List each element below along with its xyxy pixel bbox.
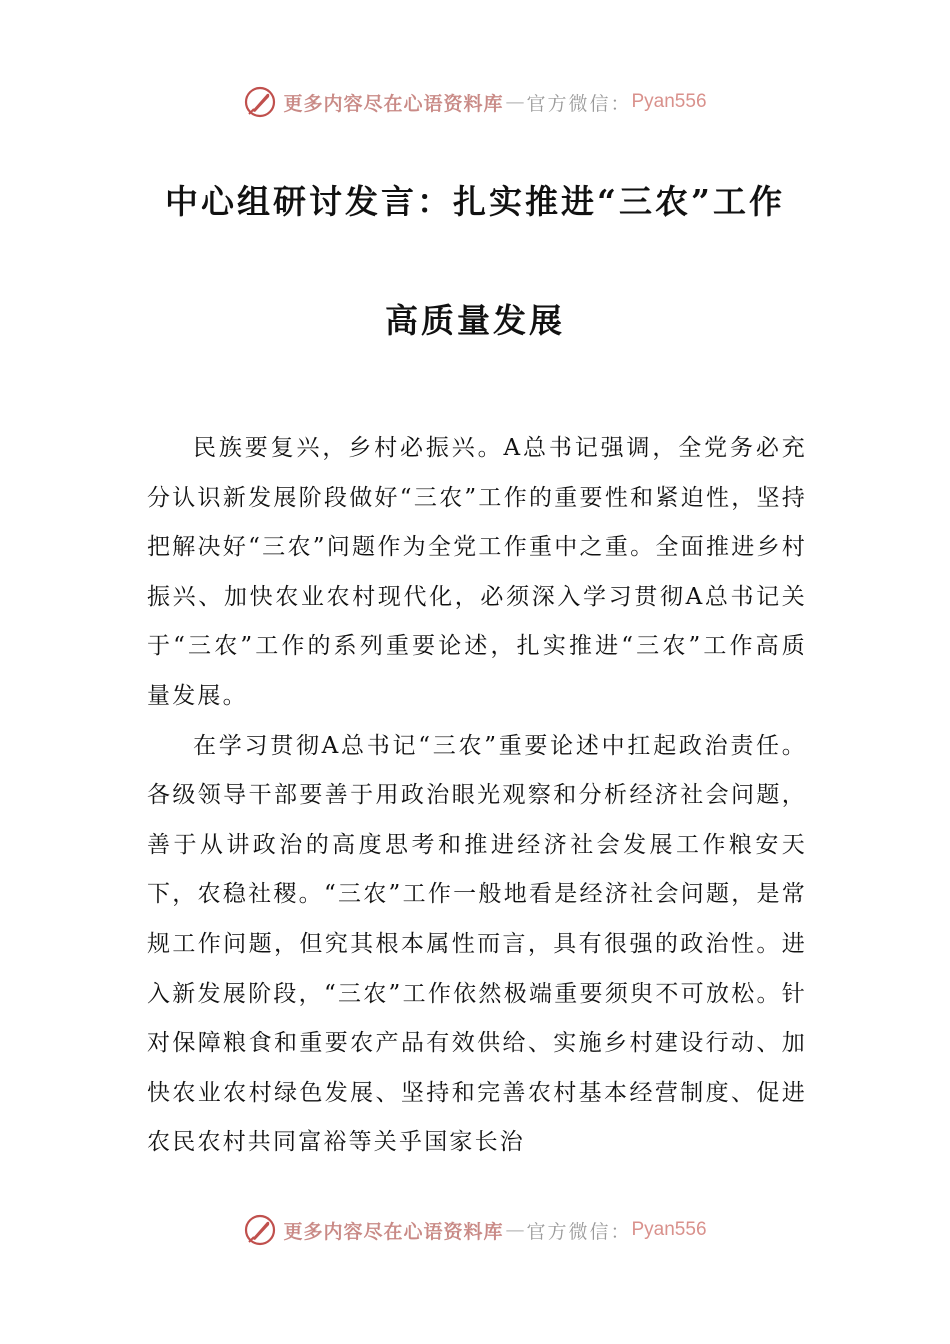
watermark-header	[0, 80, 950, 124]
quill-logo-icon	[243, 85, 277, 119]
watermark-site-name: 更多内容尽在心语资料库	[283, 92, 504, 115]
watermark-wechat-label: 官方微信：	[526, 1220, 632, 1243]
document-body	[147, 424, 807, 1168]
watermark-wechat-id: Pyan556	[631, 91, 707, 112]
paragraph-2: 在学习贯彻A总书记“三农”重要论述中扛起政治责任。各级领导干部要善于用政治眼光观察和分析经济社会问题，善于从讲政治的高度思考和推进经济社会发展工作粮安天下，农稳社稷。“三农”工作一般地看是经济社会问题，是常规工作问题，但究其根本属性而言，具有很强的政治性。进入新发展阶段，“三农”工作依然极端重要须臾不可放松。针对保障粮食和重要农产品有效供给、实施乡村建设行动、加快农业农村绿色发展、坚持和完善农村基本经营制度、促进农民农村共同富裕等关乎国家长治	[147, 732, 807, 1156]
document-title-line1: 中心组研讨发言：扎实推进“三农”工作	[165, 182, 785, 221]
watermark-dash: —	[505, 1219, 525, 1241]
watermark-dash: —	[505, 91, 525, 113]
paragraph-1: 民族要复兴，乡村必振兴。A总书记强调，全党务必充分认识新发展阶段做好“三农”工作的重要性和紧迫性，坚持把解决好“三农”问题作为全党工作重中之重。全面推进乡村振兴、加快农业农村现代化，必须深入学习贯彻A总书记关于“三农”工作的系列重要论述，扎实推进“三农”工作高质量发展。	[147, 435, 807, 709]
watermark-site-name: 更多内容尽在心语资料库	[283, 1220, 504, 1243]
watermark-footer	[0, 1208, 950, 1252]
document-title-line2: 高质量发展	[385, 301, 565, 340]
watermark-wechat-label: 官方微信：	[526, 92, 632, 115]
quill-logo-icon	[243, 1213, 277, 1247]
watermark-wechat-id: Pyan556	[631, 1219, 707, 1240]
